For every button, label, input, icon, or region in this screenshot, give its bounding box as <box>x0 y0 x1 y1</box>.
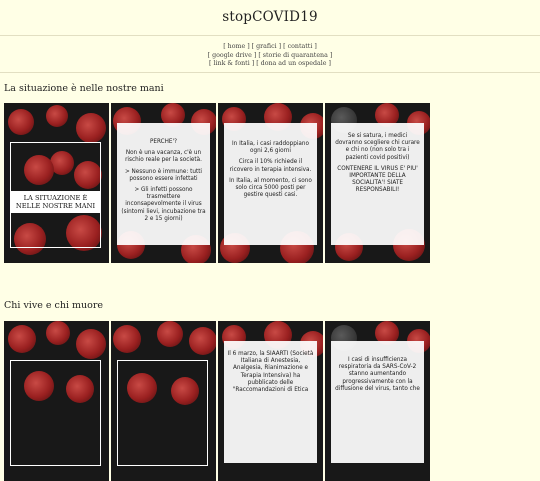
text-panel <box>331 341 424 463</box>
virus-blob <box>189 327 216 355</box>
panel-text: In Italia, al momento, ci sono solo circa 5000 posti per gestire questi casi. <box>229 177 312 199</box>
image-frame <box>10 142 101 248</box>
panel-text: > Nessuno è immune: tutti possono essere infettati <box>124 168 203 182</box>
virus-blob <box>8 325 36 353</box>
section-title: La situazione è nelle nostre mani <box>4 83 164 94</box>
nav-link-link-fonti[interactable]: [ link & fonti ] <box>209 60 255 67</box>
panel-text: Non è una vacanza, c'è un rischio reale per la società. <box>125 150 202 164</box>
card-image[interactable] <box>111 321 216 481</box>
card-image[interactable] <box>111 103 216 263</box>
nav-link-dona-ospedale[interactable]: [ dona ad un ospedale ] <box>256 60 331 67</box>
site-title: stopCOVID19 <box>222 9 318 25</box>
virus-blob <box>46 321 70 345</box>
panel-text: Circa il 10% richiede il ricovero in terapia intensiva. <box>229 159 312 173</box>
nav-link-google-drive[interactable]: [ google drive ] <box>207 51 257 59</box>
text-panel <box>224 123 317 245</box>
text-panel <box>117 123 210 245</box>
panel-text: > Gli infetti possono trasmettere inconsapevolmente il virus (sintomi lievi, incubazione tra 2 e 15 giorni) <box>121 187 206 222</box>
virus-blob <box>157 321 183 347</box>
panel-heading: In Italia, i casi raddoppiano ogni 2,6 giorni <box>232 141 309 155</box>
nav-link-grafici[interactable]: [ grafici ] <box>251 43 282 50</box>
panel-text: Il 6 marzo, la SIAARTI (Società Italiana di Anestesia, Analgesia, Rianimazione e Terapia Intensiva) ha pubblicato delle "Raccomandazioni di Etica <box>227 351 314 394</box>
nav-menu <box>0 43 540 69</box>
image-frame <box>117 360 208 466</box>
divider <box>0 35 540 36</box>
card-image[interactable] <box>4 321 109 481</box>
panel-heading: CONTENERE IL VIRUS E' PIU' IMPORTANTE DELLA SOCIALITA'! SIATE RESPONSABILI! <box>337 165 418 194</box>
panel-text: Se si satura, i medici dovranno scegliere chi curare e chi no (non solo tra i pazienti covid positivi) <box>335 133 420 161</box>
card-image[interactable] <box>325 103 430 263</box>
panel-heading: PERCHE'? <box>149 139 178 145</box>
card-image[interactable] <box>218 103 323 263</box>
nav-link-storie-di-quarantena[interactable]: [ storie di quarantena ] <box>258 51 333 59</box>
virus-blob <box>113 325 141 353</box>
divider <box>0 72 540 73</box>
section-title: Chi vive e chi muore <box>4 300 104 311</box>
image-frame <box>10 360 101 466</box>
virus-blob <box>76 329 106 359</box>
text-panel <box>224 341 317 463</box>
image-frame-title: LA SITUAZIONE È NELLE NOSTRE MANI <box>11 191 100 213</box>
virus-blob <box>76 113 106 143</box>
panel-text: I casi di insufficienza respiratoria da SARS-CoV-2 stanno aumentando progressivamente con la diffusione del virus, tanto che <box>335 357 420 392</box>
nav-link-home[interactable]: [ home ] <box>223 43 250 50</box>
virus-blob <box>8 109 34 135</box>
card-image[interactable] <box>4 103 109 263</box>
nav-link-contatti[interactable]: [ contatti ] <box>283 43 317 50</box>
card-image[interactable] <box>325 321 430 481</box>
card-image[interactable] <box>218 321 323 481</box>
text-panel <box>331 123 424 245</box>
virus-blob <box>46 105 68 127</box>
